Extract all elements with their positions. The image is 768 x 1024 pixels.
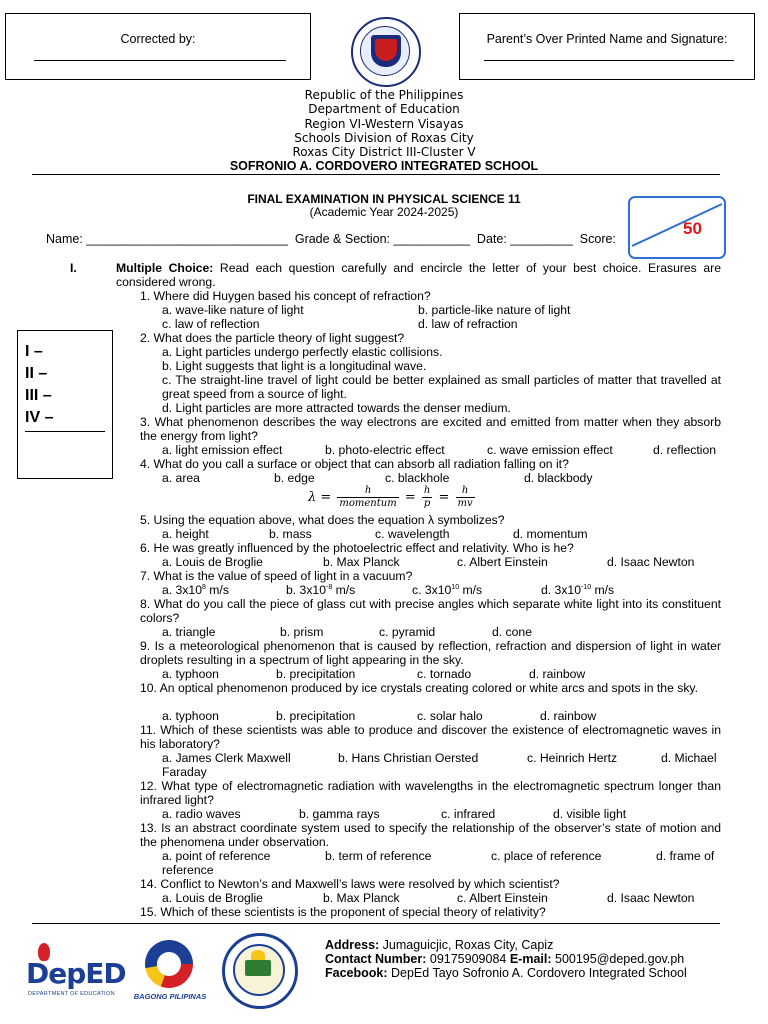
question-14: 14. Conflict to Newton’s and Maxwell’s laws were resolved by which scientist? [140, 877, 560, 891]
tally-part-1: I – [25, 343, 43, 360]
q9-option-c: c. tornado [417, 667, 472, 681]
q2-option-a: a. Light particles undergo perfectly elastic collisions. [162, 345, 443, 359]
q5-option-d: d. momentum [513, 527, 588, 541]
question-13: 13. Is an abstract coordinate system used to specify the relationship of the observer’s state of motion and the phenomena under observation. [140, 821, 721, 849]
q5-option-c: c. wavelength [375, 527, 450, 541]
q13-option-d: d. frame of [656, 849, 715, 863]
parent-signature-box [459, 13, 755, 80]
tally-box [17, 330, 113, 479]
formula-f1-denominator: momentum [339, 498, 397, 509]
exam-title: FINAL EXAMINATION IN PHYSICAL SCIENCE 11 [247, 192, 521, 206]
formula-f2-denominator: p [423, 498, 431, 509]
q7c-base: c. 3x10 [412, 583, 452, 597]
question-4: 4. What do you call a surface or object that can absorb all radiation falling on it? [140, 457, 569, 471]
q9-option-a: a. typhoon [162, 667, 219, 681]
q7a-exponent: 8 [201, 584, 206, 591]
q1-option-c: c. law of reflection [162, 317, 260, 331]
q11-option-d-cont: Faraday [162, 765, 207, 779]
parent-signature-line [484, 60, 734, 61]
formula-fraction-1 [337, 485, 398, 510]
q6-option-a: a. Louis de Broglie [162, 555, 263, 569]
formula-f1-numerator: h [337, 485, 398, 498]
question-5: 5. Using the equation above, what does the equation λ symbolizes? [140, 513, 505, 527]
email-value: 500195@deped.gov.ph [551, 952, 685, 966]
q4-option-d: d. blackbody [524, 471, 593, 485]
q7-option-b [286, 583, 355, 597]
parent-signature-label: Parent’s Over Printed Name and Signature: [486, 32, 728, 46]
q10-option-b: b. precipitation [276, 709, 356, 723]
formula-equals-3: = [438, 490, 450, 505]
q5-option-b: b. mass [269, 527, 312, 541]
q8-option-c: c. pyramid [379, 625, 436, 639]
footer-address [325, 938, 553, 952]
question-15: 15. Which of these scientists is the proponent of special theory of relativity? [140, 905, 546, 919]
q7-option-c [412, 583, 482, 597]
q8-option-d: d. cone [492, 625, 532, 639]
exam-subtitle: (Academic Year 2024-2025) [309, 205, 459, 219]
q14-option-b: b. Max Planck [323, 891, 400, 905]
q7b-unit: m/s [332, 583, 356, 597]
address-value: Jumaguicjic, Roxas City, Capiz [379, 938, 554, 952]
formula-f3-denominator: mv [457, 498, 473, 509]
bagong-pilipinas-logo-icon [127, 932, 213, 1004]
question-9: 9. Is a meteorological phenomenon that is caused by reflection, refraction and dispersion of light in water droplets resulting in a spectrum of light appearing in the sky. [140, 639, 721, 667]
footer-facebook [325, 966, 687, 980]
formula-lambda: λ = [308, 490, 332, 505]
formula-f3-numerator: h [456, 485, 475, 498]
formula-fraction-3 [456, 485, 475, 510]
q13-option-a: a. point of reference [162, 849, 271, 863]
q7c-exponent: 10 [451, 584, 460, 591]
q7-option-d [541, 583, 614, 597]
q7a-unit: m/s [205, 583, 229, 597]
q4-option-a: a. area [162, 471, 200, 485]
tally-part-3: III – [25, 387, 52, 404]
facebook-label: Facebook: [325, 966, 388, 980]
question-7: 7. What is the value of speed of light in a vacuum? [140, 569, 413, 583]
question-12: 12. What type of electromagnetic radiation with wavelengths in the electromagnetic spectrum longer than infrared light? [140, 779, 721, 807]
question-3: 3. What phenomenon describes the way electrons are excited and emitted from matter when they absorb the energy from light? [140, 415, 721, 443]
q10-option-a: a. typhoon [162, 709, 219, 723]
contact-value: 09175909084 [426, 952, 510, 966]
q11-option-b: b. Hans Christian Oersted [338, 751, 479, 765]
q11-option-c: c. Heinrich Hertz [527, 751, 618, 765]
email-label: E-mail: [509, 952, 552, 966]
q3-option-b: b. photo-electric effect [325, 443, 445, 457]
section-instructions [116, 261, 721, 289]
footer-contact [325, 952, 684, 966]
q14-option-a: a. Louis de Broglie [162, 891, 263, 905]
section-instruction-text: Read each question carefully and encircle the letter of your best choice. Erasures are considered wrong. [116, 261, 721, 289]
q9-option-b: b. precipitation [276, 667, 356, 681]
q6-option-d: d. Isaac Newton [607, 555, 695, 569]
deped-logo-icon [26, 943, 126, 1003]
corrected-by-label: Corrected by: [120, 32, 196, 46]
score-total: 50 [683, 219, 702, 238]
letterhead [0, 88, 768, 174]
question-1: 1. Where did Huygen based his concept of refraction? [140, 289, 431, 303]
deped-seal-icon [351, 17, 421, 87]
q13-option-d-cont: reference [162, 863, 214, 877]
q3-option-c: c. wave emission effect [487, 443, 613, 457]
q14-option-c: c. Albert Einstein [457, 891, 548, 905]
header-rule [32, 174, 720, 175]
score-box [628, 196, 726, 259]
bagong-pilipinas-label: BAGONG PILIPINAS [133, 992, 207, 1001]
q7d-base: d. 3x10 [541, 583, 581, 597]
address-label: Address: [325, 938, 380, 952]
header-region: Region VI-Western Visayas [304, 116, 464, 131]
tally-part-4: IV – [25, 409, 54, 426]
deped-logo-subtext: DEPARTMENT OF EDUCATION [28, 991, 115, 997]
q9-option-d: d. rainbow [529, 667, 586, 681]
corrected-by-box [5, 13, 311, 80]
q12-option-b: b. gamma rays [299, 807, 380, 821]
q12-option-a: a. radio waves [162, 807, 241, 821]
question-6: 6. He was greatly influenced by the photoelectric effect and relativity. Who is he? [140, 541, 574, 555]
q12-option-c: c. infrared [441, 807, 496, 821]
wavelength-formula [308, 485, 477, 510]
q5-option-a: a. height [162, 527, 209, 541]
formula-fraction-2 [422, 485, 432, 510]
q2-option-c: c. The straight-line travel of light could be better explained as small particles of matter that travelled at great speed from a source of light. [162, 373, 721, 401]
q6-option-b: b. Max Planck [323, 555, 400, 569]
header-republic: Republic of the Philippines [304, 88, 464, 102]
q13-option-b: b. term of reference [325, 849, 432, 863]
deped-logo-text: DepED [26, 957, 126, 990]
q13-option-c: c. place of reference [491, 849, 602, 863]
facebook-value: DepEd Tayo Sofronio A. Cordovero Integrated School [387, 966, 687, 980]
q7a-base: a. 3x10 [162, 583, 202, 597]
section-heading: Multiple Choice: [116, 261, 214, 275]
q8-option-a: a. triangle [162, 625, 216, 639]
q4-option-c: c. blackhole [385, 471, 450, 485]
q1-option-a: a. wave-like nature of light [162, 303, 304, 317]
formula-f2-numerator: h [423, 485, 431, 496]
question-10: 10. An optical phenomenon produced by ice crystals creating colored or white arcs and spots in the sky. [140, 681, 698, 695]
tally-underline [25, 431, 105, 432]
score-slash [630, 198, 724, 257]
question-2: 2. What does the particle theory of light suggest? [140, 331, 405, 345]
q10-option-d: d. rainbow [540, 709, 597, 723]
contact-label: Contact Number: [325, 952, 427, 966]
formula-equals-2: = [404, 490, 416, 505]
q2-option-d: d. Light particles are more attracted towards the denser medium. [162, 401, 511, 415]
q2-option-b: b. Light suggests that light is a longitudinal wave. [162, 359, 427, 373]
q7-option-a [162, 583, 229, 597]
header-department: Department of Education [308, 102, 460, 117]
q6-option-c: c. Albert Einstein [457, 555, 548, 569]
header-division: Schools Division of Roxas City [294, 130, 474, 145]
question-8: 8. What do you call the piece of glass cut with precise angles which separate white light into its constituent colors? [140, 597, 721, 625]
q10-option-c: c. solar halo [417, 709, 483, 723]
q7b-exponent: -8 [325, 584, 333, 591]
q3-option-a: a. light emission effect [162, 443, 283, 457]
q4-option-b: b. edge [274, 471, 315, 485]
q11-option-a: a. James Clerk Maxwell [162, 751, 291, 765]
tally-part-2: II – [25, 365, 48, 382]
header-district: Roxas City District III-Cluster V [292, 145, 476, 160]
q1-option-d: d. law of refraction [418, 317, 518, 331]
q12-option-d: d. visible light [553, 807, 627, 821]
q7d-exponent: -10 [580, 584, 592, 591]
q1-option-b: b. particle-like nature of light [418, 303, 571, 317]
q11-option-d: d. Michael [661, 751, 717, 765]
q8-option-b: b. prism [280, 625, 324, 639]
corrected-by-signature-line [34, 60, 286, 61]
question-11: 11. Which of these scientists was able to produce and discover the existence of electromagnetic waves in his laboratory? [140, 723, 721, 751]
footer-rule [32, 923, 720, 924]
q7c-unit: m/s [459, 583, 483, 597]
q7d-unit: m/s [591, 583, 615, 597]
q3-option-d: d. reflection [653, 443, 717, 457]
header-school-name: SOFRONIO A. CORDOVERO INTEGRATED SCHOOL [229, 159, 539, 174]
student-info-line: Name: _____________________________ Grade & Section: ___________ Date: _________ Score: [46, 232, 616, 246]
school-seal-icon [222, 933, 298, 1009]
q14-option-d: d. Isaac Newton [607, 891, 695, 905]
section-numeral: I. [70, 261, 77, 275]
q7b-base: b. 3x10 [286, 583, 326, 597]
